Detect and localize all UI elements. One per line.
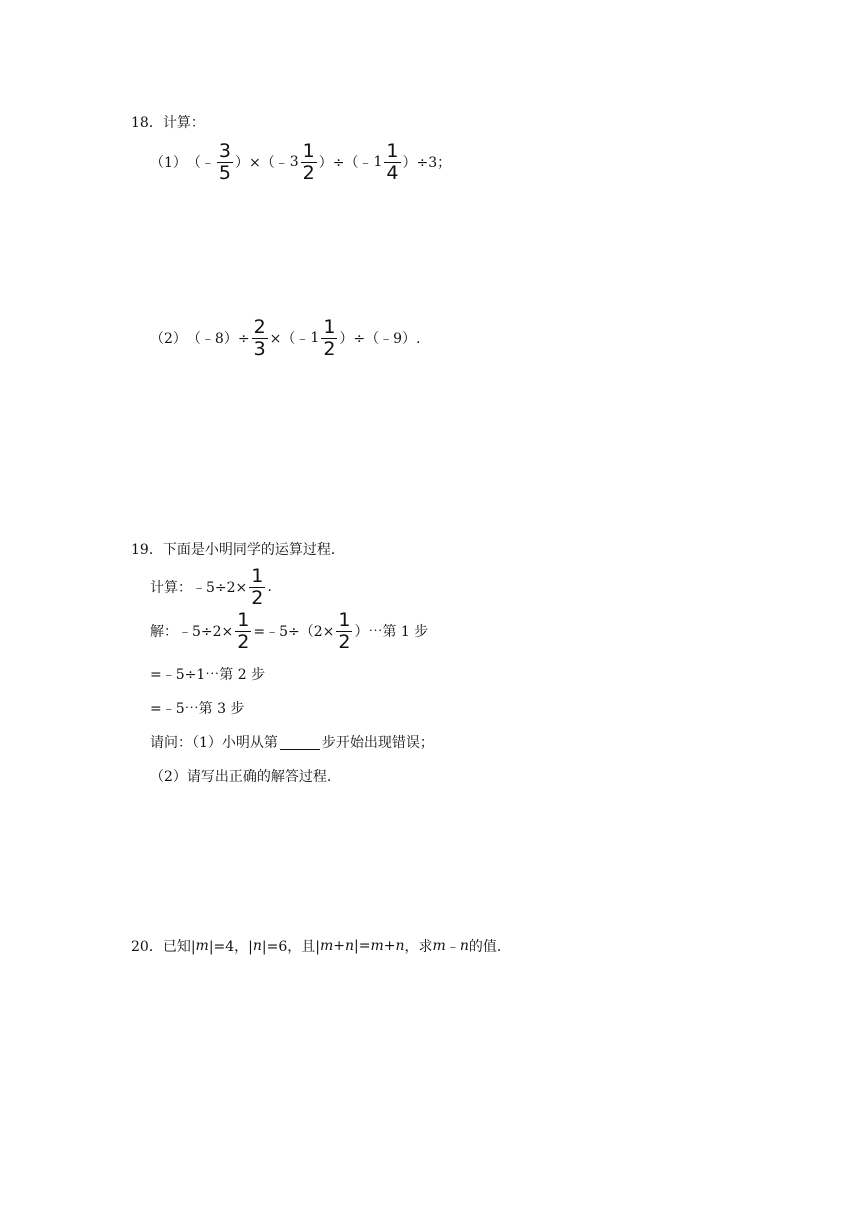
fraction: $\frac{1}{4}$: [386, 139, 399, 184]
answer-blank: [280, 735, 320, 750]
q19-solution: 解：﹣5÷2× $\frac{1}{2}$ =﹣5÷（2× $\frac{1}{2}$ ）⋯第 1 步: [150, 608, 429, 653]
q19-title: 19．下面是小明同学的运算过程．: [131, 542, 345, 558]
fraction: $\frac{1}{2}$: [251, 564, 264, 609]
fraction: $\frac{3}{5}$: [218, 139, 232, 184]
fraction: $\frac{1}{2}$: [302, 139, 315, 184]
q19-step3: =﹣5⋯第 3 步: [150, 701, 245, 717]
fraction: $\frac{1}{2}$: [323, 315, 336, 360]
fraction: $\frac{1}{2}$: [338, 608, 351, 653]
fraction: $\frac{1}{2}$: [237, 608, 250, 653]
q19-calc: 计算：﹣5÷2× $\frac{1}{2}$ .: [150, 564, 272, 609]
q19-step2: =﹣5÷1⋯第 2 步: [150, 667, 266, 683]
q19-question2: （2）请写出正确的解答过程.: [150, 769, 332, 785]
q18-title: 18．计算：: [131, 115, 205, 131]
q18-part1: （1） （﹣ $\frac{3}{5}$ ）×（﹣ 3 $\frac{1}{2}$ ）÷（﹣ 1 $\frac{1}{4}$ ）÷3；: [150, 139, 452, 184]
fraction: $\frac{2}{3}$: [253, 315, 266, 360]
q20-text: 20．已知| m |=4，| n |=6，且| m + n |= m + n ，求 m ﹣ n 的值.: [131, 938, 502, 955]
q19-question1: 请问：（1）小明从第 步开始出现错误；: [150, 735, 434, 751]
q18-part2: （2） （﹣8）÷ $\frac{2}{3}$ ×（﹣ 1 $\frac{1}{2}$ ）÷（﹣9）.: [150, 315, 421, 360]
